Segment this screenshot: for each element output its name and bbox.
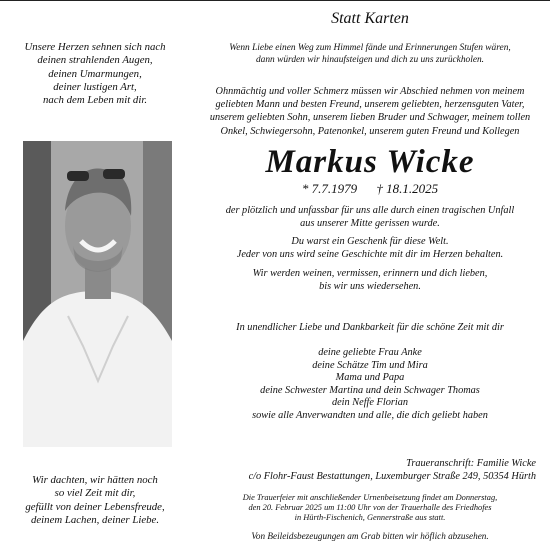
poem-top-line: deiner lustigen Art, <box>53 80 137 93</box>
gift-quote-line: Jeder von uns wird seine Geschichte mit dir im Herzen behalten. <box>236 249 504 260</box>
statt-karten-heading: Statt Karten <box>331 10 409 27</box>
intro-line: unserem geliebten Sohn, unserem lieben Bruder und Schwager, meinem tollen <box>209 112 531 124</box>
portrait-photo <box>23 141 172 447</box>
service-line: Die Trauerfeier mit anschließender Urnenbeisetzung findet am Donnerstag, <box>242 493 498 502</box>
birth-date: * 7.7.1979 <box>301 181 358 196</box>
poem-top-line: Unsere Herzen sehnen sich nach <box>24 41 166 53</box>
deceased-name: Markus Wicke <box>265 144 475 180</box>
intro-line: Ohnmächtig und voller Schmerz müssen wir Abschied nehmen von meinem <box>215 86 525 97</box>
family-member: deine geliebte Frau Anke <box>318 347 422 358</box>
service-info <box>195 493 545 524</box>
family-member: deine Schwester Martina und dein Schwager Thomas <box>260 384 480 396</box>
family-member: sowie alle Anverwandten und alle, die dich geliebt haben <box>252 409 488 421</box>
poem-top-line: deinen strahlenden Augen, <box>37 54 153 67</box>
poem-bottom-line: gefüllt von deiner Lebensfreude, <box>25 500 165 513</box>
family-member: dein Neffe Florian <box>331 397 409 408</box>
poem-bottom-line: deinem Lachen, deiner Liebe. <box>30 513 160 526</box>
poem-top <box>4 41 186 107</box>
opening-quote-line: Wenn Liebe einen Weg zum Himmel fände und Erinnerungen Stufen wären, <box>229 43 511 53</box>
service-line: in Hürth-Fischenich, Gennerstraße aus statt. <box>294 513 446 523</box>
death-description-line: der plötzlich und unfassbar für uns alle durch einen tragischen Unfall <box>225 205 515 216</box>
poem-bottom-line: Wir dachten, wir hätten noch <box>32 474 158 486</box>
reunion-quote-line: bis wir uns wiedersehen. <box>319 281 421 292</box>
service-line: den 20. Februar 2025 um 11:00 Uhr von der Trauerhalle des Friedhofes <box>248 503 492 513</box>
mourning-address <box>196 458 536 483</box>
poem-top-line: nach dem Leben mit dir. <box>42 94 148 107</box>
opening-quote <box>195 43 545 67</box>
death-description <box>195 204 545 230</box>
condolence-note: Von Beileidsbezeugungen am Grab bitten wir höflich abzusehen. <box>251 531 489 541</box>
opening-quote-line: dann würden wir hinaufsteigen und dich zu uns zurückholen. <box>255 54 485 65</box>
intro-text <box>195 85 545 138</box>
death-description-line: aus unserer Mitte gerissen wurde. <box>300 218 440 229</box>
address-line: c/o Flohr-Faust Bestattungen, Luxemburger Straße 249, 50354 Hürth <box>248 470 536 482</box>
family-member: deine Schätze Tim und Mira <box>312 359 428 371</box>
family-intro: In unendlicher Liebe und Dankbarkeit für die schöne Zeit mit dir <box>236 322 504 333</box>
family-member: Mama und Papa <box>335 372 405 383</box>
poem-top-line: deinen Umarmungen, <box>48 67 142 80</box>
intro-line: Onkel, Schwiegersohn, Patenonkel, unserem guten Freund und Kollegen <box>220 125 520 137</box>
intro-line: geliebten Mann und besten Freund, unserem geliebten, herzensguten Vater, <box>215 99 525 111</box>
life-dates <box>195 181 545 197</box>
family-list <box>195 347 545 422</box>
reunion-quote <box>195 267 545 293</box>
gift-quote <box>195 235 545 261</box>
address-line: Traueranschrift: Familie Wicke <box>406 458 536 469</box>
portrait-illustration <box>23 141 172 447</box>
poem-bottom <box>4 474 186 527</box>
poem-bottom-line: so viel Zeit mit dir, <box>54 487 136 500</box>
gift-quote-line: Du warst ein Geschenk für diese Welt. <box>291 236 449 247</box>
reunion-quote-line: Wir werden weinen, vermissen, erinnern und dich lieben, <box>252 268 488 279</box>
death-date: † 18.1.2025 <box>376 181 439 196</box>
